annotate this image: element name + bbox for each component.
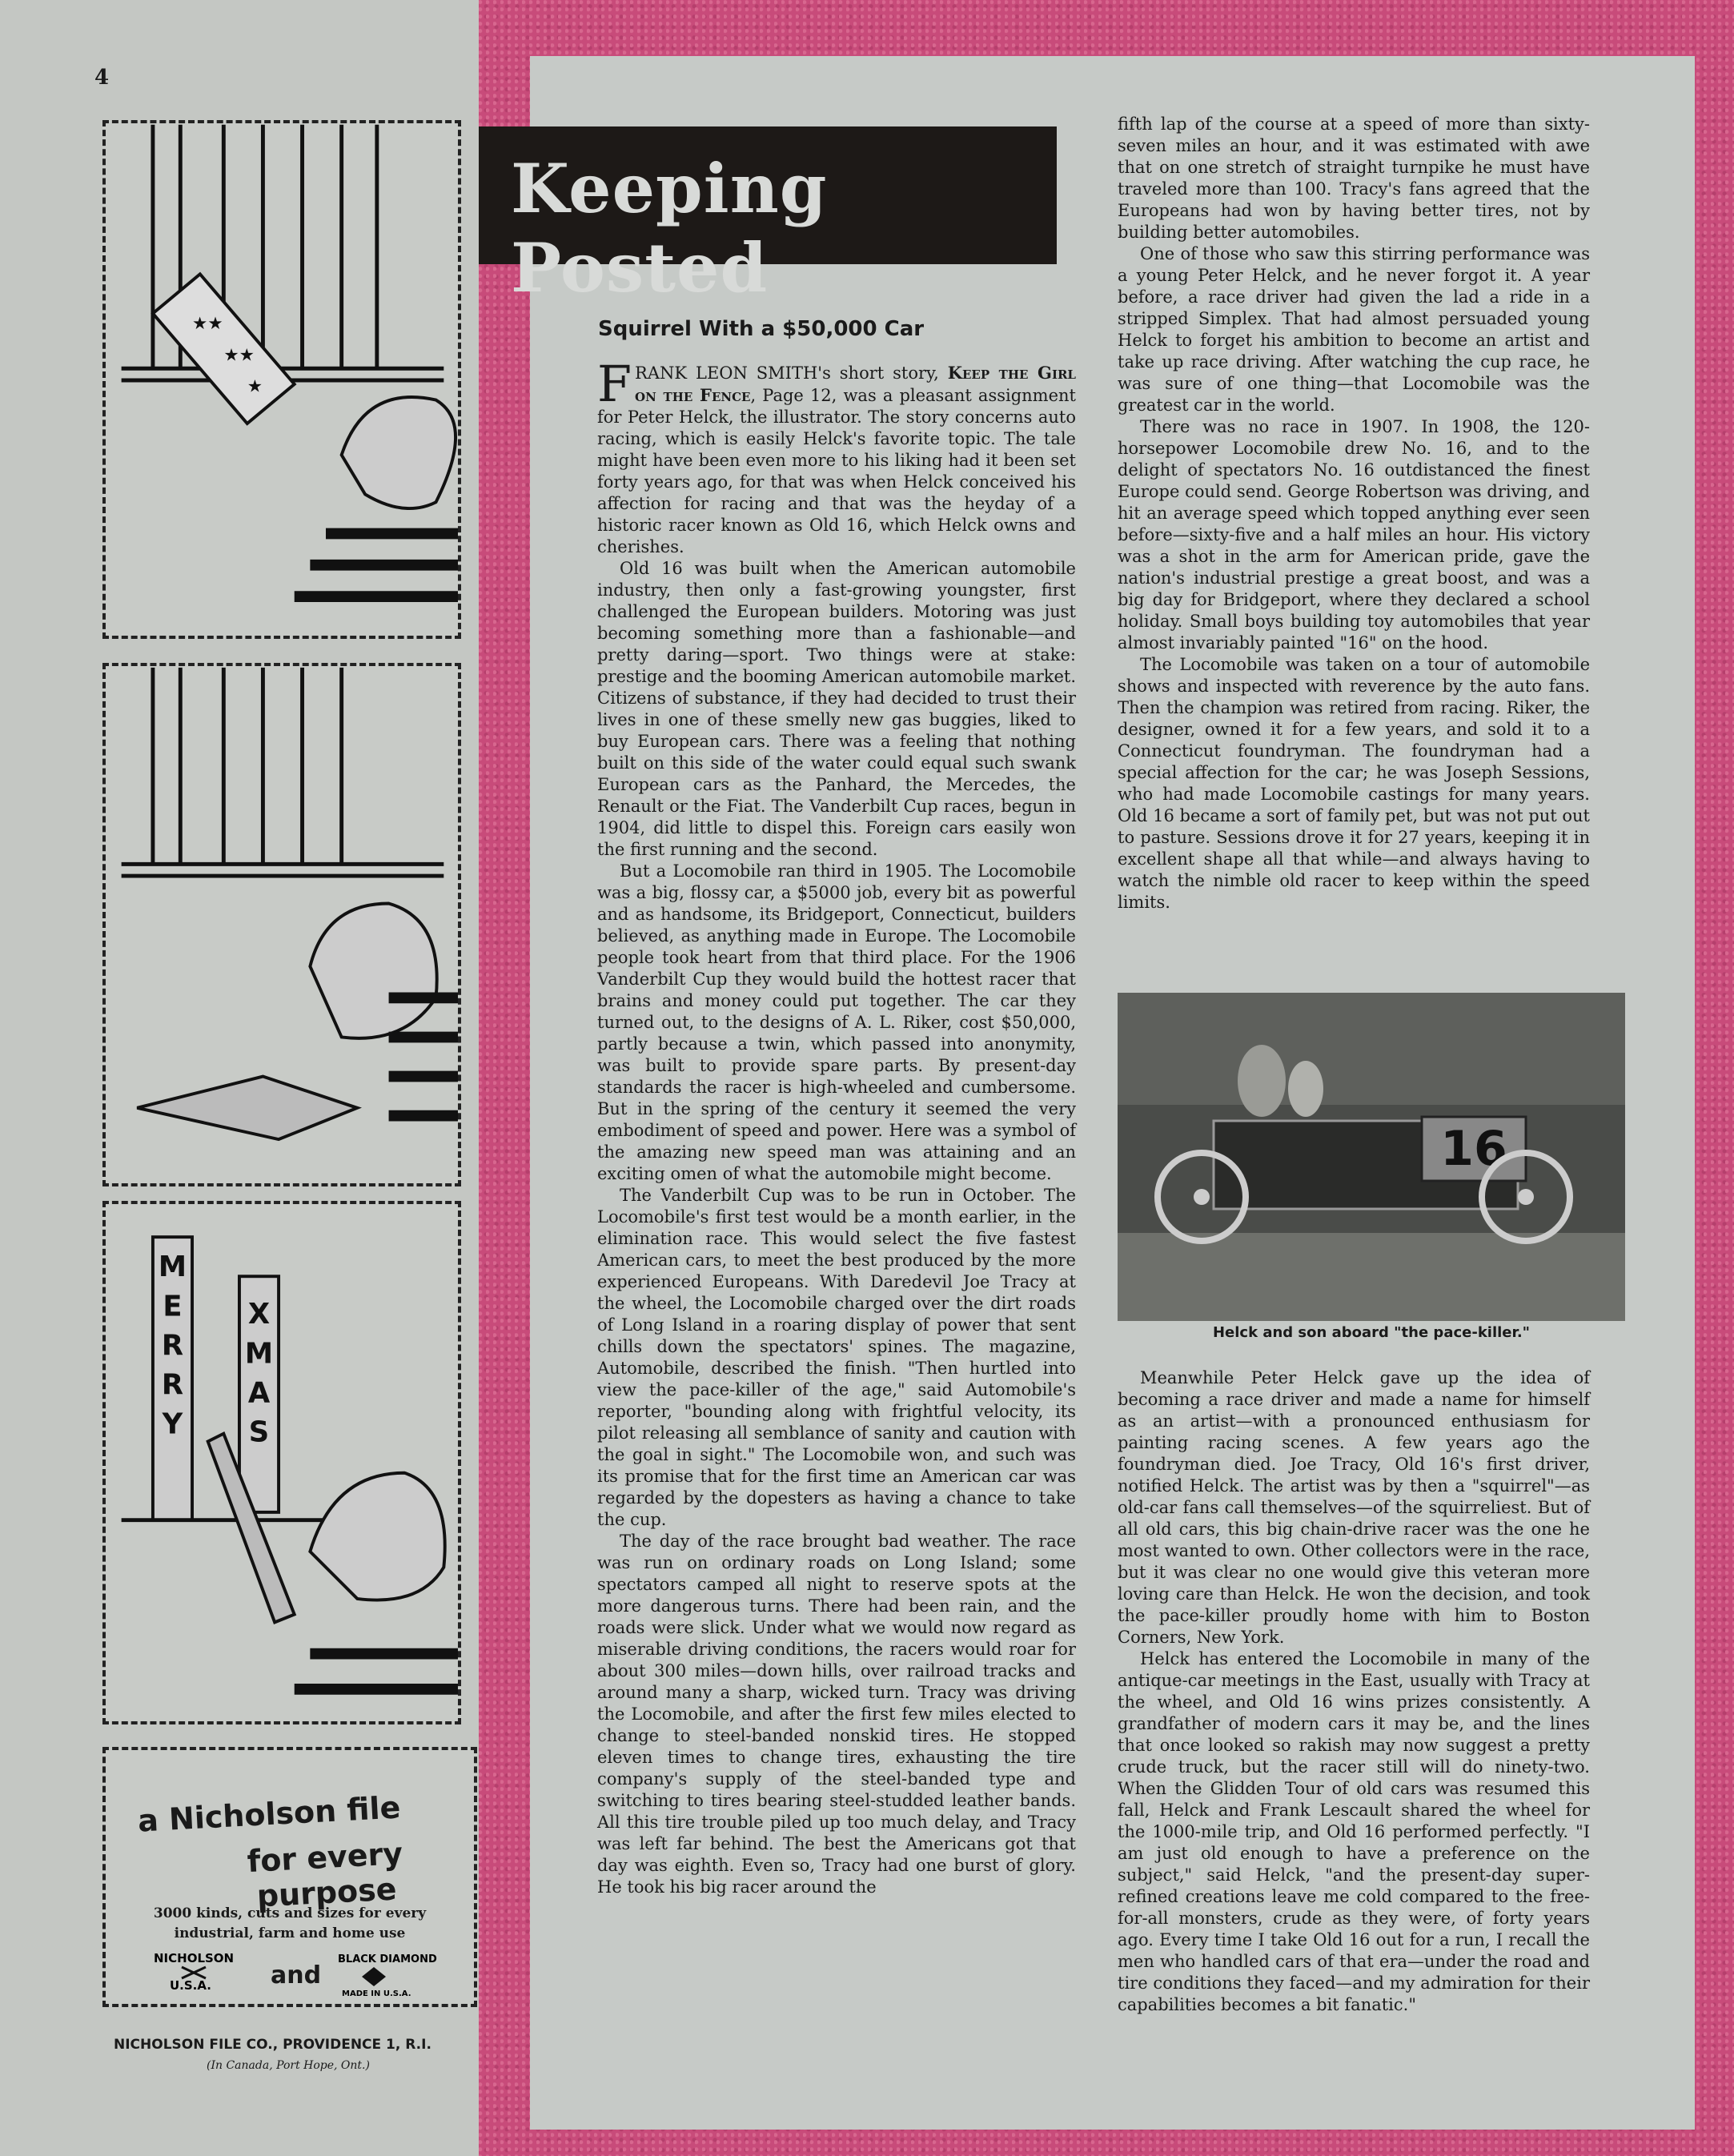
- comic-panel-1: [102, 120, 461, 639]
- svg-text:M: M: [244, 1337, 274, 1371]
- svg-text:E: E: [163, 1290, 183, 1323]
- svg-text:★★: ★★: [192, 314, 223, 335]
- svg-text:★★: ★★: [223, 345, 255, 366]
- svg-text:Y: Y: [162, 1407, 183, 1441]
- article-paragraph: fifth lap of the course at a speed of more than sixty-seven miles an hour, and it was estimated with awe that on one stretch of straight turnpike he must have traveled more than 100. Tracy's fans agreed that the Europeans had won by having better tires, not by building better automobiles.: [1118, 114, 1590, 242]
- racer-photo: [1118, 993, 1625, 1321]
- ad-body: 3000 kinds, cuts and sizes for every industrial, farm and home use: [153, 1905, 427, 1941]
- svg-text:★: ★: [247, 376, 263, 397]
- article-column-1: [597, 355, 1076, 1898]
- page-number: 4: [94, 66, 110, 90]
- comic-panel-3: [102, 1201, 461, 1724]
- ad-logo-and: and: [271, 1961, 322, 1989]
- comic-gift-illustration: [106, 123, 458, 636]
- svg-text:R: R: [161, 1368, 184, 1402]
- comic-xmas-illustration: [106, 1204, 458, 1721]
- article-paragraph: The Locomobile was taken on a tour of automobile shows and inspected with reverence by the auto fans. Then the champion was retired from racing. Riker, the designer, owned it for a few years, and sold it to a Connecticut foundryman. The foundryman had a special affection for the car; he was Joseph Sessions, who had made Locomobile castings for many years. Old 16 became a sort of family pet, but was not put out to pasture. Sessions drove it for 27 years, keeping it in excellent shape all that while—and always having to watch the nimble old racer to keep within the speed limits.: [1118, 655, 1590, 912]
- article-paragraph: There was no race in 1907. In 1908, the 120-horsepower Locomobile drew No. 16, and to the delight of spectators No. 16 outdistanced the finest Europe could send. George Robertson was driving, and hit an average speed which topped anything ever seen before—sixty-five and a half miles an hour. His victory was a shot in the arm for American pride, gave the nation's industrial prestige a great boost, and was a big day for Bridgeport, where they declared a school holiday. Small boys building toy automobiles that year almost invariably painted "16" on the hood.: [1118, 417, 1590, 652]
- article-paragraph: One of those who saw this stirring performance was a young Peter Helck, and he never forgot it. A year before, a race driver had given the lad a ride in a stripped Simplex. That had almost persuaded young Helck to forget his ambition to become an artist and take up race driving. After watching the cup race, he was sure of one thing—that Locomobile was the greatest car in the world.: [1118, 244, 1590, 415]
- article-column-2-bottom: [1118, 1367, 1590, 2016]
- article-paragraph: Meanwhile Peter Helck gave up the idea of becoming a race driver and made a name for himself as an artist—with a pronounced enthusiasm for painting racing scenes. A few years ago the foundryman died. Joe Tracy, Old 16's first driver, notified Helck. The artist was by then a "squirrel"—as old-car fans call themselves—of the squirreliest. But of all old cars, this big chain-drive racer was the one he most wanted to own. Other collectors were in the race, but it was clear no one would give this veteran more loving care than Helck. He won the decision, and took the pace-killer proudly home with him to Boston Corners, New York.: [1118, 1368, 1590, 1647]
- svg-text:A: A: [247, 1376, 271, 1410]
- comic-panel-2: [102, 663, 461, 1186]
- black-diamond-logo-text: BLACK DIAMOND: [338, 1953, 437, 1965]
- black-diamond-logo-sub: MADE IN U.S.A.: [342, 1989, 411, 1998]
- article-paragraph: Old 16 was built when the American automobile industry, then only a fast-growing youngster, first challenged the European builders. Motoring was just becoming something more than a fashionable—and pretty daring—sport. Two things were at stake: prestige and the booming American automobile market. Citizens of substance, if they had decided to trust their lives in one of these smelly new gas buggies, liked to buy European cars. There was a feeling that nothing built on this side of the water could equal such swank European cars as the Panhard, the Mercedes, the Renault or the Fiat. The Vanderbilt Cup races, begun in 1904, did little to dispel this. Foreign cars easily won the first running and the second.: [597, 559, 1076, 859]
- article-paragraph: FRANK LEON SMITH's short story, Keep the Girl on the Fence, Page 12, was a pleasant assignment for Peter Helck, the illustrator. The story concerns auto racing, which is easily Helck's favorite topic. The tale might have been even more to his liking had it been set forty years ago, for that was when Helck conceived his affection for racing and that was the heyday of a historic racer known as Old 16, which Helck owns and cherishes.: [597, 355, 1076, 556]
- ad-headline-1: a Nicholson file: [137, 1789, 402, 1839]
- article-paragraph: The day of the race brought bad weather. The race was run on ordinary roads on Long Island; some spectators camped all night to reserve spots at the more dangerous turns. There had been rain, and the roads were slick. Under what we would now regard as miserable driving conditions, the racers would roar for about 300 miles—down hills, over railroad tracks and around many a sharp, wicked turn. Tracy was driving the Locomobile, and after the first few miles elected to change to steel-banded nonskid tires. He stopped eleven times to change tires, exhausting the tire company's supply of the steel-banded type and switching to tires bearing steel-studded leather bands. All this tire trouble piled up too much delay, and Tracy was left far behind. The best the Americans got that day was eighth. Even so, Tracy had one burst of glory. He took his big racer around the: [597, 1532, 1076, 1897]
- feature-title-bar: [479, 126, 1057, 307]
- ad-company: NICHOLSON FILE CO., PROVIDENCE 1, R.I.: [114, 2037, 431, 2053]
- svg-text:X: X: [247, 1298, 271, 1331]
- black-diamond-logo: [338, 1953, 437, 1998]
- car-number: 16: [1440, 1121, 1507, 1177]
- article-headline: Squirrel With a $50,000 Car: [598, 317, 925, 341]
- ad-headline-2: for every purpose: [246, 1835, 404, 1914]
- article-paragraph: But a Locomobile ran third in 1905. The Locomobile was a big, flossy car, a $5000 job, every bit as powerful and as handsome, its Bridgeport, Connecticut, builders believed, as anything made in Europe. The Locomobile people took heart from that third place. For the 1906 Vanderbilt Cup they would build the hottest racer that brains and money could put together. The car they turned out, to the designs of A. L. Riker, cost $50,000, partly because a twin, which passed into anonymity, was built to provide spare parts. By present-day standards the racer is high-wheeled and cumbersome. But in the spring of the century it seemed the very embodiment of speed and power. Here was a symbol of the amazing new speed man was attaining and an exciting omen of what the automobile might become.: [597, 861, 1076, 1183]
- story-title: Keep the Girl on the Fence: [635, 363, 1076, 405]
- article-paragraph: Helck has entered the Locomobile in many of the antique-car meetings in the East, usually with Tracy at the wheel, and Old 16 wins prizes consistently. A grandfather of modern cars it may be, and the lines that once looked so rakish may now suggest a pretty crude truck, but the racer still will do ninety-two. When the Glidden Tour of old cars was resumed this fall, Helck and Frank Lescault shared the wheel for the 1000-mile trip, and Old 16 performed perfectly. "I am just old enough to have a preference on the subject," said Helck, "and the present-day super-refined creations leave me cold compared to the free-for-all monsters, crude as they were, of forty years ago. Every time I take Old 16 out for a run, I recall the men who handled cars of that era—under the road and tire conditions they faced—and my admiration for their capabilities becomes a bit fanatic.": [1118, 1649, 1590, 2014]
- svg-text:R: R: [161, 1329, 184, 1363]
- svg-text:S: S: [248, 1415, 270, 1449]
- nicholson-logo-text: NICHOLSON: [154, 1951, 235, 1965]
- locomobile-photo-illustration: [1118, 993, 1625, 1321]
- drop-cap: F: [597, 355, 632, 413]
- article-paragraph: The Vanderbilt Cup was to be run in October. The Locomobile's first test would be a month earlier, in the elimination race. This would select the five fastest American cars, to meet the best produced by the more experienced Europeans. With Daredevil Joe Tracy at the wheel, the Locomobile charged over the dirt roads of Long Island in a roaring display of power that sent chills down the spectators' spines. The magazine, Automobile, described the finish. "Then hurtled into view the pace-killer of the age," said Automobile's reporter, "bounding along with frightful velocity, its pilot releasing all semblance of sanity and caution with the goal in sight." The Locomobile won, and such was its promise that for the first time an American car was regarded by the dopesters as having a chance to take the cup.: [597, 1186, 1076, 1529]
- article-column-2-top: [1118, 114, 1590, 913]
- sign-letter: M: [158, 1251, 187, 1284]
- ad-canada: (In Canada, Port Hope, Ont.): [207, 2059, 370, 2072]
- feature-title: Keeping Posted: [511, 149, 828, 307]
- nicholson-logo-sub: U.S.A.: [170, 1978, 211, 1993]
- nicholson-logo: [154, 1951, 234, 1993]
- photo-caption: Helck and son aboard "the pace-killer.": [1212, 1324, 1531, 1341]
- comic-file-illustration: [106, 666, 458, 1183]
